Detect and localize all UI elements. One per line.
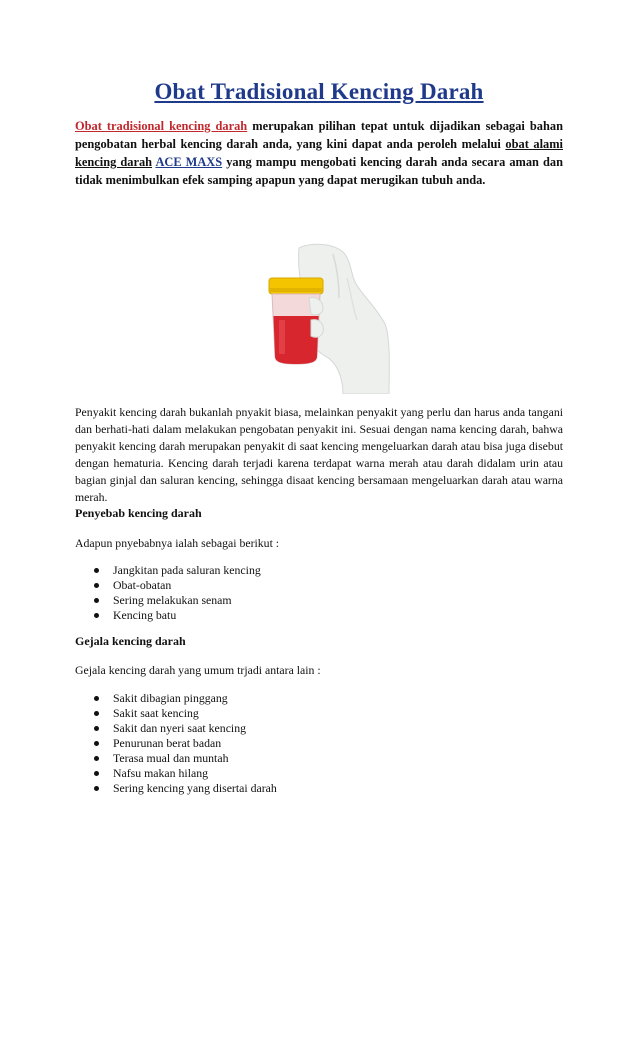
list-item: Sakit dan nyeri saat kencing xyxy=(75,721,277,736)
lead-penyebab: Adapun pnyebabnya ialah sebagai berikut : xyxy=(75,536,280,550)
intro-paragraph xyxy=(75,117,563,189)
paragraph-penyakit: Penyakit kencing darah bukanlah pnyakit biasa, melainkan penyakit yang perlu dan harus anda tangani dan berhati-hati dalam melakukan pengobatan penyakit ini. Sesuai dengan nama kencing darah, bahwa penyakit kencing darah merupakan penyakit di saat kencing mengeluarkan darah atau bisa juga disebut dengan hematuria. Kencing darah terjadi karena terdapat warna merah atau darah didalam urin atau bagian ginjal dan saluran kencing, sehingga disaat kencing bersamaan mengeluarkan darah atau warna merah. xyxy=(75,405,563,504)
link-ace-maxs[interactable]: ACE MAXS xyxy=(155,155,223,169)
list-item: Sakit saat kencing xyxy=(75,706,277,721)
lead-gejala: Gejala kencing darah yang umum trjadi antara lain : xyxy=(75,663,321,677)
link-obat-tradisional[interactable]: Obat tradisional kencing darah xyxy=(75,119,248,133)
list-penyebab xyxy=(75,563,261,623)
intro-text-3: yang mampu mengobati kencing darah anda secara aman dan tidak menimbulkan efek samping apapun yang dapat merugikan tubuh anda. xyxy=(75,155,563,187)
list-item: Sering kencing yang disertai darah xyxy=(75,781,277,796)
intro-text-1: merupakan pilihan tepat untuk dijadikan sebagai bahan pengobatan herbal kencing darah anda, yang kini dapat anda peroleh melalui xyxy=(75,119,563,151)
urine-sample-cup-photo xyxy=(239,238,395,394)
list-item: Obat-obatan xyxy=(75,578,261,593)
list-item: Jangkitan pada saluran kencing xyxy=(75,563,261,578)
list-item: Sering melakukan senam xyxy=(75,593,261,608)
list-item: Sakit dibagian pinggang xyxy=(75,691,277,706)
list-item: Kencing batu xyxy=(75,608,261,623)
list-item: Penurunan berat badan xyxy=(75,736,277,751)
heading-penyebab: Penyebab kencing darah xyxy=(75,506,202,520)
page-title: Obat Tradisional Kencing Darah xyxy=(154,79,484,104)
list-item: Nafsu makan hilang xyxy=(75,766,277,781)
heading-gejala: Gejala kencing darah xyxy=(75,634,186,648)
link-obat-alami[interactable]: obat alami kencing darah xyxy=(75,137,563,169)
list-gejala xyxy=(75,691,277,796)
list-item: Terasa mual dan muntah xyxy=(75,751,277,766)
